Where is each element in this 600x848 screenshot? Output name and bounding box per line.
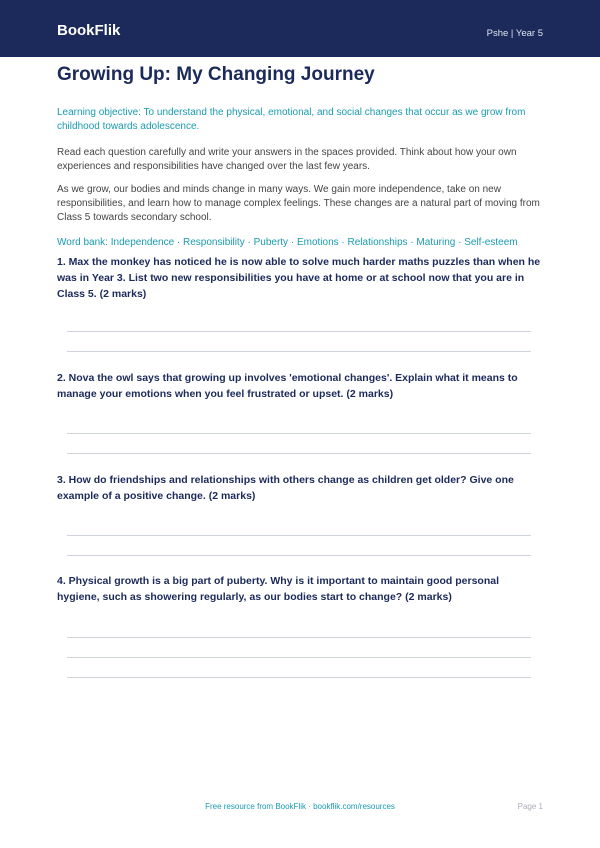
worksheet-intro [57,64,543,250]
answer-line[interactable] [67,535,531,536]
answer-line[interactable] [67,453,531,454]
brand-logo[interactable]: BookFlik [57,22,121,39]
intro-text: As we grow, our bodies and minds change in many ways. We gain more independence, take on new responsibilities, and learn how to manage complex feelings. These changes are a natural part of moving from Class 5 towards secondary school. [57,184,540,223]
answer-line[interactable] [67,351,531,352]
answer-line[interactable] [67,657,531,658]
learning-objective: Learning objective: To understand the physical, emotional, and social changes that occur as we grow from childhood towards adolescence. [57,107,526,132]
question-3: 3. How do friendships and relationships with others change as children get older? Give one example of a positive change. (2 marks) [57,474,514,502]
subject-year-label: Pshe | Year 5 [486,28,543,39]
question-4: 4. Physical growth is a big part of puberty. Why is it important to maintain good personal hygiene, such as showering regularly, as our bodies start to change? (2 marks) [57,575,500,603]
page-title: Growing Up: My Changing Journey [57,64,375,85]
answer-line[interactable] [67,433,531,434]
footer-link[interactable]: Free resource from BookFlik · bookflik.com/resources [205,802,395,811]
answer-line[interactable] [67,555,531,556]
page-number: Page 1 [517,802,543,811]
instructions-text: Read each question carefully and write your answers in the spaces provided. Think about how your own experiences and responsibilities have changed over the last few years. [57,147,517,172]
word-bank: Word bank: Independence · Responsibility · Puberty · Emotions · Relationships · Maturing · Self-esteem [57,237,518,248]
answer-line[interactable] [67,331,531,332]
question-1: 1. Max the monkey has noticed he is now able to solve much harder maths puzzles than when he was in Year 3. List two new responsibilities you have at home or at school now that you are in Class 5. (2 marks) [57,256,541,300]
header-bar [0,0,600,57]
answer-line[interactable] [67,637,531,638]
answer-line[interactable] [67,677,531,678]
question-2: 2. Nova the owl says that growing up involves 'emotional changes'. Explain what it means to manage your emotions when you feel frustrated or upset. (2 marks) [57,372,518,400]
